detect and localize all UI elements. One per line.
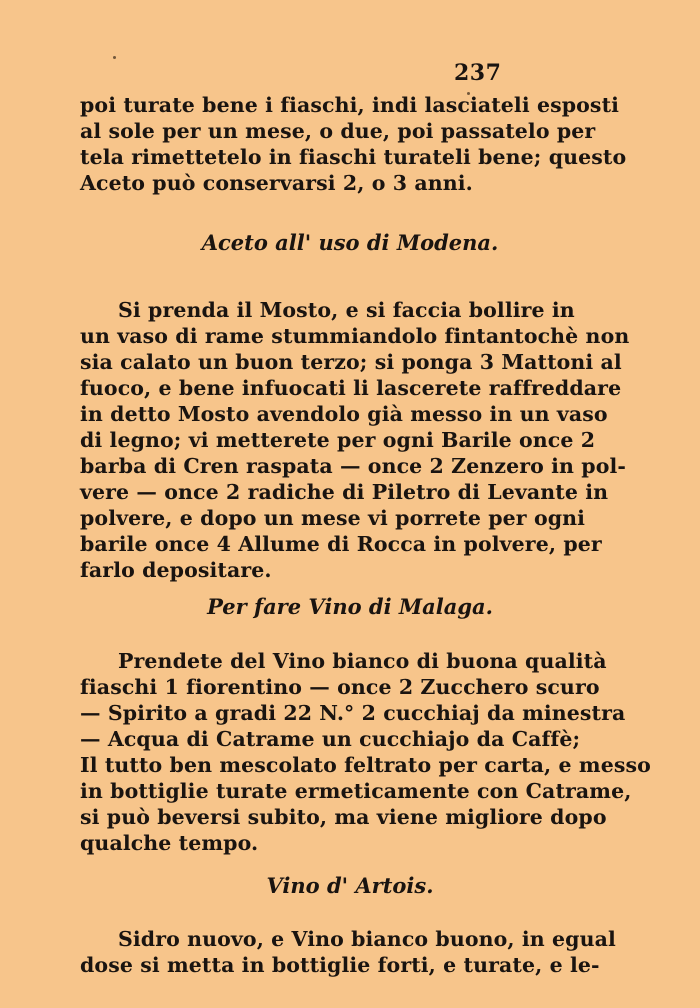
text-line: fiaschi 1 fiorentino — once 2 Zucchero scuro	[80, 675, 600, 699]
text-line: qualche tempo.	[80, 831, 259, 855]
text-line: — Spirito a gradi 22 N.° 2 cucchiaj da minestra	[80, 701, 626, 725]
text-line: Aceto può conservarsi 2, o 3 anni.	[80, 171, 473, 195]
section-heading-aceto-modena: Aceto all' uso di Modena.	[201, 230, 499, 255]
section-heading-vino-artois: Vino d' Artois.	[266, 873, 434, 898]
text-line: in detto Mosto avendolo già messo in un vaso	[80, 402, 608, 426]
text-line: sia calato un buon terzo; si ponga 3 Mattoni al	[80, 350, 622, 374]
text-line: vere — once 2 radiche di Piletro di Levante in	[80, 480, 609, 504]
text-line: al sole per un mese, o due, poi passatelo per	[80, 119, 596, 143]
text-line: Si prenda il Mosto, e si faccia bollire in	[118, 298, 575, 322]
text-line: dose si metta in bottiglie forti, e turate, e le-	[80, 953, 600, 977]
page-number: 237	[454, 60, 502, 86]
text-line: barba di Cren raspata — once 2 Zenzero in pol-	[80, 454, 626, 478]
text-line: si può beversi subito, ma viene migliore dopo	[80, 805, 607, 829]
text-line: farlo depositare.	[80, 558, 272, 582]
text-line: — Acqua di Catrame un cucchiajo da Caffè;	[80, 727, 581, 751]
text-line: Il tutto ben mescolato feltrato per carta, e messo	[80, 753, 651, 777]
print-speck	[113, 56, 116, 59]
text-line: Sidro nuovo, e Vino bianco buono, in egual	[118, 927, 616, 951]
paragraph-aceto-end	[80, 92, 627, 196]
text-line: di legno; vi metterete per ogni Barile once 2	[80, 428, 596, 452]
text-line: Prendete del Vino bianco di buona qualità	[118, 649, 607, 673]
text-line: un vaso di rame stummiandolo fintantochè non	[80, 324, 630, 348]
text-line: fuoco, e bene infuocati li lascerete raffreddare	[80, 376, 622, 400]
text-line: barile once 4 Allume di Rocca in polvere, per	[80, 532, 602, 556]
text-line: poi turate bene i fiaschi, indi lasciateli esposti	[80, 93, 620, 117]
section-heading-vino-malaga: Per fare Vino di Malaga.	[207, 594, 493, 619]
text-line: in bottiglie turate ermeticamente con Catrame,	[80, 779, 632, 803]
paragraph-aceto-modena	[80, 297, 630, 583]
text-line: polvere, e dopo un mese vi porrete per ogni	[80, 506, 586, 530]
paragraph-vino-artois	[80, 926, 616, 978]
paragraph-vino-malaga	[80, 648, 651, 856]
text-line: tela rimettetelo in fiaschi turateli bene; questo	[80, 145, 627, 169]
